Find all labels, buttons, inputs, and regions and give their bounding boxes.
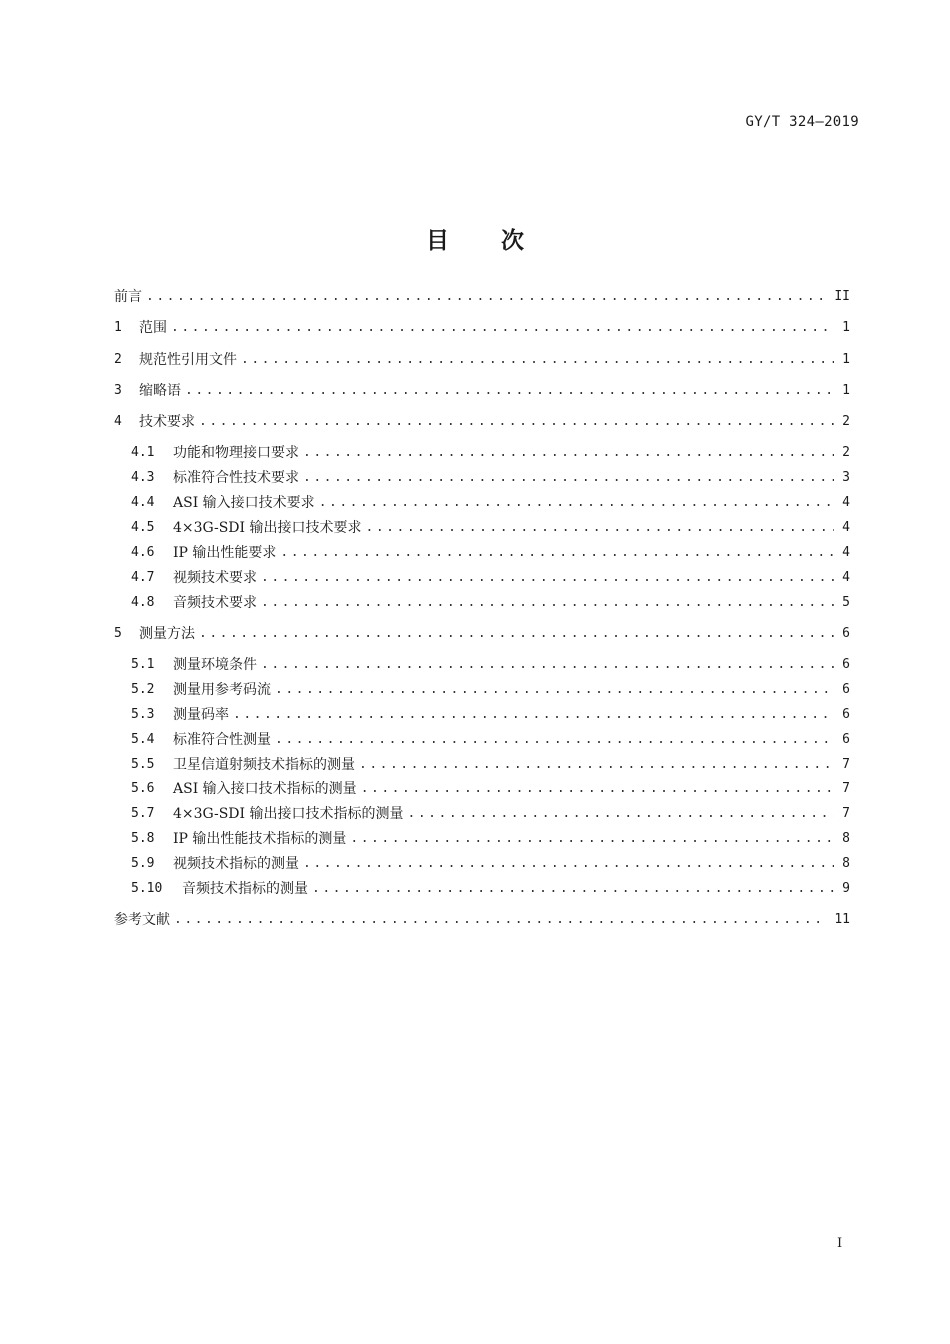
- toc-entry-text: IP 输出性能要求: [173, 545, 277, 561]
- toc-entry-page: II: [834, 289, 850, 304]
- toc-entry[interactable]: [131, 804, 850, 824]
- toc-entry-text: 卫星信道射频技术指标的测量: [173, 757, 355, 773]
- standard-code: GY/T 324—2019: [745, 114, 859, 130]
- toc-entry-text: 范围: [139, 320, 167, 336]
- toc-leader-dots: [261, 655, 834, 675]
- toc-entry-number: 4.1: [131, 445, 155, 460]
- toc-leader-dots: [199, 412, 834, 432]
- toc-entry-text: 4×3G-SDI 输出接口技术指标的测量: [173, 806, 404, 822]
- toc-entry-page: 2: [842, 445, 850, 460]
- toc-entry-text: 功能和物理接口要求: [173, 445, 299, 461]
- toc-leader-dots: [199, 624, 834, 644]
- toc-entry[interactable]: [131, 854, 850, 874]
- toc-entry[interactable]: [114, 381, 850, 401]
- toc-entry-number: 4.7: [131, 570, 155, 585]
- toc-entry[interactable]: [131, 568, 850, 588]
- toc-leader-dots: [350, 829, 834, 849]
- toc-entry-number: 5.9: [131, 856, 155, 871]
- toc-entry-text: 规范性引用文件: [139, 352, 237, 368]
- toc-entry-number: 5.8: [131, 831, 155, 846]
- toc-entry-page: 4: [842, 545, 850, 560]
- toc-entry-text: 测量码率: [173, 707, 229, 723]
- toc-leader-dots: [361, 779, 834, 799]
- toc-entry-page: 11: [834, 912, 850, 927]
- toc-leader-dots: [261, 593, 834, 613]
- toc-entry[interactable]: [131, 468, 850, 488]
- toc-entry-page: 6: [842, 682, 850, 697]
- toc-entry-text: 缩略语: [139, 383, 181, 399]
- toc-entry-page: 4: [842, 520, 850, 535]
- toc-entry-number: 4.6: [131, 545, 155, 560]
- toc-entry-text: 音频技术要求: [173, 595, 257, 611]
- toc-entry-number: 5.5: [131, 757, 155, 772]
- toc-entry[interactable]: [114, 910, 850, 930]
- toc-entry[interactable]: [114, 350, 850, 370]
- toc-entry-page: 1: [842, 383, 850, 398]
- toc-leader-dots: [261, 568, 834, 588]
- toc-entry-page: 2: [842, 414, 850, 429]
- toc-entry-page: 1: [842, 320, 850, 335]
- toc-entry-page: 9: [842, 881, 850, 896]
- toc-leader-dots: [303, 854, 834, 874]
- toc-entry-number: 5.3: [131, 707, 155, 722]
- toc-entry-page: 6: [842, 626, 850, 641]
- toc-entry-text: IP 输出性能技术指标的测量: [173, 831, 347, 847]
- toc-entry-text: 测量环境条件: [173, 657, 257, 673]
- toc-entry-text: 视频技术指标的测量: [173, 856, 299, 872]
- toc-leader-dots: [275, 730, 834, 750]
- toc-leader-dots: [359, 755, 834, 775]
- toc-entry-text: ASI 输入接口技术要求: [173, 495, 315, 511]
- toc-entry-page: 6: [842, 707, 850, 722]
- toc-entry[interactable]: [131, 705, 850, 725]
- toc-leader-dots: [275, 680, 834, 700]
- toc-entry[interactable]: [114, 318, 850, 338]
- toc-entry-number: 5.6: [131, 781, 155, 796]
- toc-entry-page: 7: [842, 757, 850, 772]
- toc-entry[interactable]: [131, 543, 850, 563]
- toc-entry-page: 4: [842, 495, 850, 510]
- toc-entry-text: 测量方法: [139, 626, 195, 642]
- toc-entry-number: 1: [114, 320, 122, 335]
- toc-leader-dots: [241, 350, 834, 370]
- toc-entry-text: 音频技术指标的测量: [182, 881, 308, 897]
- toc-entry-text: 4×3G-SDI 输出接口技术要求: [173, 520, 362, 536]
- toc-entry-page: 5: [842, 595, 850, 610]
- toc-entry-page: 7: [842, 806, 850, 821]
- toc-entry[interactable]: [131, 593, 850, 613]
- toc-leader-dots: [146, 287, 826, 307]
- toc-leader-dots: [303, 443, 834, 463]
- toc-entry[interactable]: [131, 655, 850, 675]
- toc-entry-number: 5: [114, 626, 122, 641]
- toc-leader-dots: [174, 910, 826, 930]
- toc-entry-text: 标准符合性测量: [173, 732, 271, 748]
- toc-leader-dots: [280, 543, 834, 563]
- toc-entry-text: 前言: [114, 289, 142, 305]
- toc-entry[interactable]: [114, 287, 850, 307]
- toc-entry-page: 7: [842, 781, 850, 796]
- toc-leader-dots: [171, 318, 834, 338]
- toc-entry-page: 3: [842, 470, 850, 485]
- toc-entry-number: 5.1: [131, 657, 155, 672]
- toc-entry[interactable]: [131, 755, 850, 775]
- toc-entry-page: 8: [842, 831, 850, 846]
- toc-entry-page: 8: [842, 856, 850, 871]
- toc-entry[interactable]: [131, 443, 850, 463]
- toc-leader-dots: [366, 518, 835, 538]
- toc-entry[interactable]: [114, 624, 850, 644]
- toc-entry[interactable]: [131, 779, 850, 799]
- toc-entry-number: 5.10: [131, 881, 163, 896]
- toc-entry-number: 5.7: [131, 806, 155, 821]
- toc-entry[interactable]: [131, 493, 850, 513]
- toc-entry-page: 1: [842, 352, 850, 367]
- toc-entry-number: 4: [114, 414, 122, 429]
- toc-leader-dots: [312, 879, 834, 899]
- toc-entry-page: 6: [842, 732, 850, 747]
- toc-entry-number: 4.4: [131, 495, 155, 510]
- toc-entry-number: 4.5: [131, 520, 155, 535]
- toc-entry-text: 标准符合性技术要求: [173, 470, 299, 486]
- toc-entry-number: 2: [114, 352, 122, 367]
- toc-entry-number: 4.8: [131, 595, 155, 610]
- page-number: I: [837, 1236, 843, 1251]
- toc-entry-page: 6: [842, 657, 850, 672]
- toc-entry-text: 测量用参考码流: [173, 682, 271, 698]
- toc-leader-dots: [408, 804, 835, 824]
- toc-entry-text: 参考文献: [114, 912, 170, 928]
- toc-entry-page: 4: [842, 570, 850, 585]
- toc-entry-number: 5.4: [131, 732, 155, 747]
- toc-entry[interactable]: [114, 412, 850, 432]
- toc-entry-number: 4.3: [131, 470, 155, 485]
- toc-entry[interactable]: [131, 680, 850, 700]
- toc-entry-text: 视频技术要求: [173, 570, 257, 586]
- toc-entry[interactable]: [131, 879, 850, 899]
- toc-entry[interactable]: [131, 730, 850, 750]
- toc-entry[interactable]: [131, 518, 850, 538]
- toc-leader-dots: [233, 705, 834, 725]
- toc-title: 目次: [426, 228, 576, 255]
- toc-entry-text: ASI 输入接口技术指标的测量: [173, 781, 357, 797]
- toc-entry-text: 技术要求: [139, 414, 195, 430]
- toc-leader-dots: [303, 468, 834, 488]
- toc-entry-number: 3: [114, 383, 122, 398]
- toc-entry-number: 5.2: [131, 682, 155, 697]
- toc-leader-dots: [319, 493, 834, 513]
- toc-leader-dots: [185, 381, 834, 401]
- toc-entry[interactable]: [131, 829, 850, 849]
